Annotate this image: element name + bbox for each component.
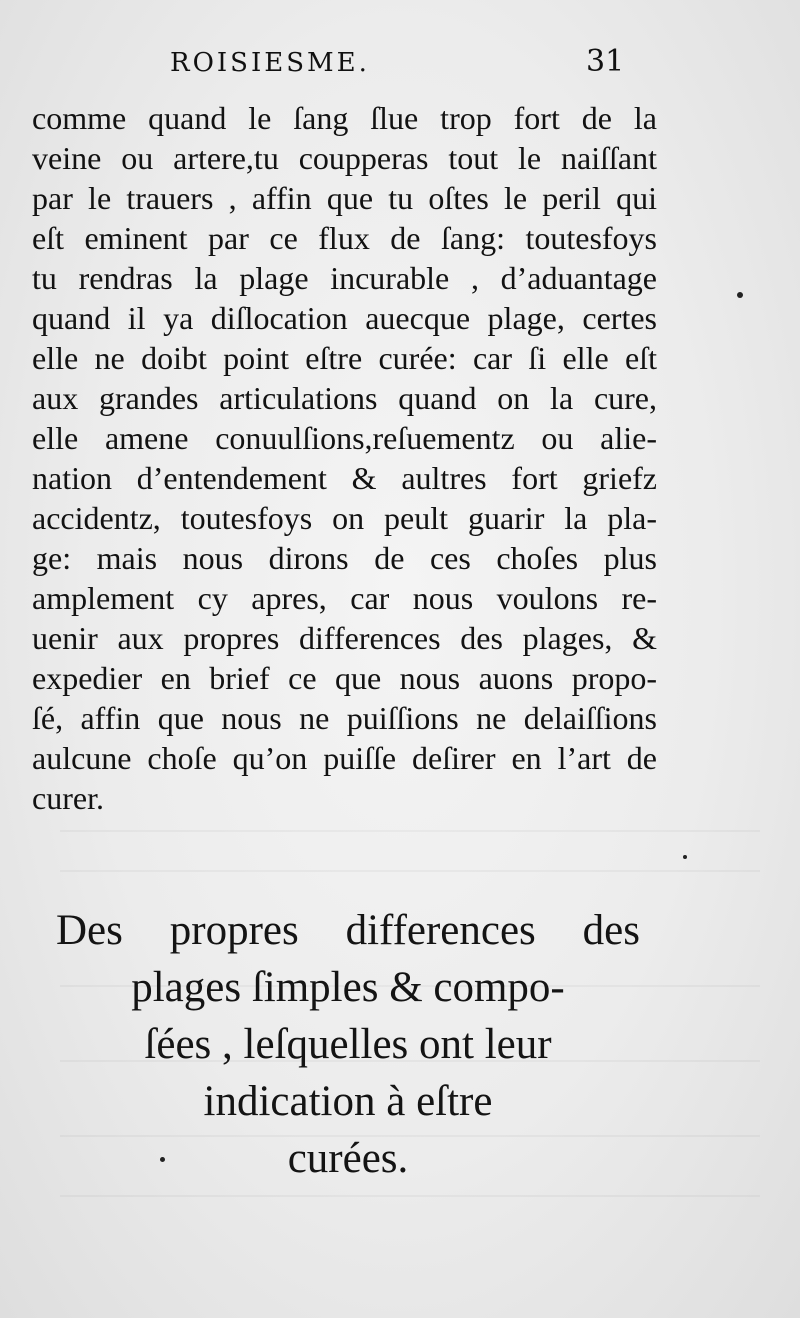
text-line: elle amene conuulſions,reſuementz ou alie- bbox=[32, 420, 657, 456]
ink-speck bbox=[683, 855, 687, 859]
heading-line: ſées , leſquelles ont leur bbox=[144, 1021, 552, 1068]
heading-line: plages ſimples & compo- bbox=[131, 964, 565, 1011]
heading-line: Des propres differences des bbox=[56, 907, 640, 954]
text-line: par le trauers , affin que tu oſtes le peril qui bbox=[32, 180, 657, 216]
ink-speck bbox=[160, 1157, 165, 1162]
section-heading bbox=[56, 902, 640, 1187]
bleed-through-line bbox=[60, 830, 760, 832]
text-line: elle ne doibt point eſtre curée: car ſi elle eſt bbox=[32, 340, 657, 376]
text-line: uenir aux propres differences des plages, & bbox=[32, 620, 657, 656]
text-line: ge: mais nous dirons de ces choſes plus bbox=[32, 540, 657, 576]
running-head bbox=[0, 44, 800, 84]
text-line: aux grandes articulations quand on la cure, bbox=[32, 380, 657, 416]
page-number: 31 bbox=[586, 44, 625, 79]
bleed-through-line bbox=[60, 1195, 760, 1197]
text-line: nation d’entendement & aultres fort griefz bbox=[32, 460, 657, 496]
body-paragraph bbox=[32, 98, 657, 818]
text-line: expedier en brief ce que nous auons propo- bbox=[32, 660, 657, 696]
text-line: curer. bbox=[32, 780, 104, 816]
heading-line: indication à eſtre bbox=[203, 1078, 493, 1125]
text-line: veine ou artere,tu coupperas tout le naiſſant bbox=[32, 140, 657, 176]
ink-speck bbox=[737, 292, 743, 298]
bleed-through-line bbox=[60, 870, 760, 872]
text-line: comme quand le ſang ſlue trop fort de la bbox=[32, 100, 657, 136]
text-line: aulcune choſe qu’on puiſſe deſirer en l’art de bbox=[32, 740, 657, 776]
text-line: ſé, affin que nous ne puiſſions ne delaiſſions bbox=[32, 700, 657, 736]
text-line: accidentz, toutesfoys on peult guarir la pla- bbox=[32, 500, 657, 536]
text-line: quand il ya diſlocation auecque plage, certes bbox=[32, 300, 657, 336]
text-line: amplement cy apres, car nous voulons re- bbox=[32, 580, 657, 616]
running-title: ROISIESME. bbox=[170, 48, 370, 78]
text-line: tu rendras la plage incurable , d’aduantage bbox=[32, 260, 657, 296]
text-line: eſt eminent par ce flux de ſang: toutesfoys bbox=[32, 220, 657, 256]
heading-line: curées. bbox=[287, 1135, 409, 1182]
